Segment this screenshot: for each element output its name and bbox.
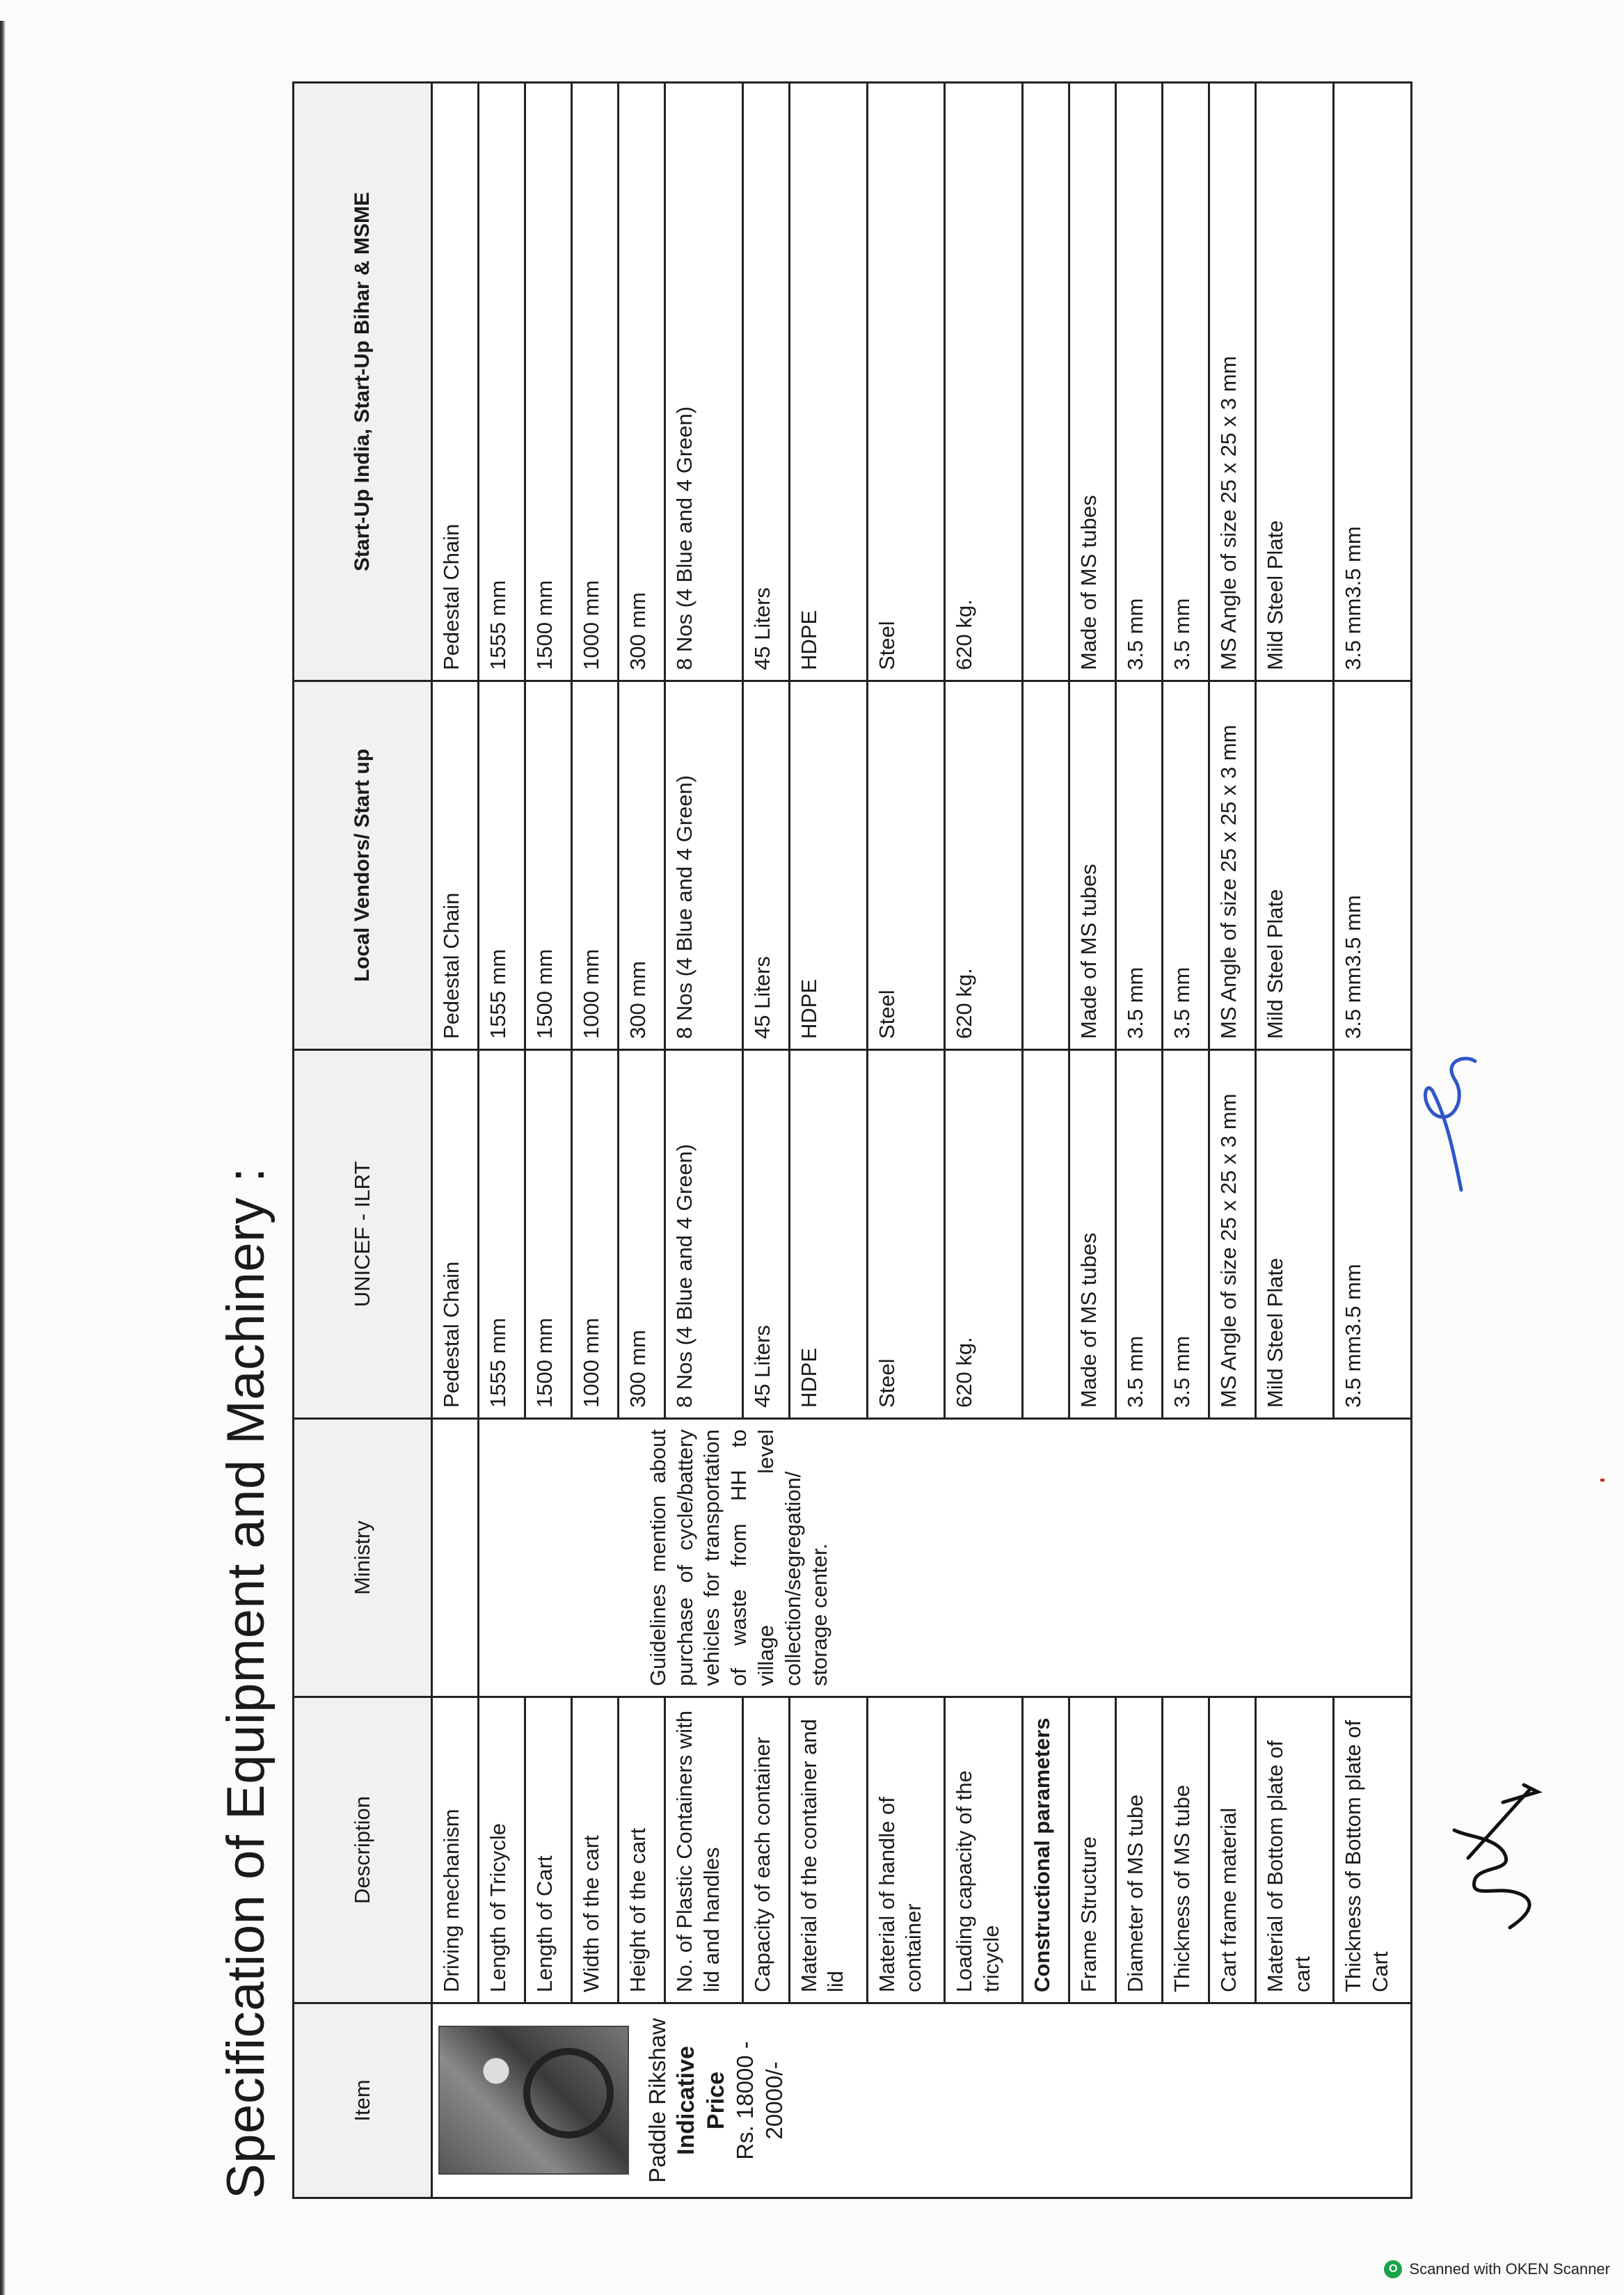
- table-row: [742, 83, 789, 2198]
- description-cell: Constructional parameters: [1023, 1697, 1069, 2003]
- startup-cell: Pedestal Chain: [432, 83, 479, 681]
- description-cell: Thickness of MS tube: [1163, 1697, 1209, 2003]
- local-cell: MS Angle of size 25 x 25 x 3 mm: [1209, 681, 1256, 1050]
- table-row: [1116, 83, 1163, 2198]
- description-cell: Driving mechanism: [432, 1697, 479, 2003]
- ministry-note-text: Guidelines mention about purchase of cycle/battery vehicles for transportation of waste from HH to village level collection/segregation/ storage center.: [645, 1429, 832, 1686]
- description-cell: Material of the container and lid: [789, 1697, 867, 2003]
- table-row: [478, 83, 525, 2198]
- local-cell: 620 kg.: [945, 681, 1023, 1050]
- table-row: [618, 83, 664, 2198]
- local-cell: 8 Nos (4 Blue and 4 Green): [664, 681, 742, 1050]
- description-cell: Length of Cart: [525, 1697, 571, 2003]
- description-cell: Capacity of each container: [742, 1697, 789, 2003]
- table-row: [1209, 83, 1256, 2198]
- unicef-cell: 8 Nos (4 Blue and 4 Green): [664, 1050, 742, 1419]
- ink-mark: [1600, 1479, 1605, 1482]
- local-cell: Mild Steel Plate: [1256, 681, 1334, 1050]
- local-cell: 3.5 mm3.5 mm: [1333, 681, 1411, 1050]
- local-cell: Pedestal Chain: [432, 681, 479, 1050]
- table-row: [432, 83, 479, 2198]
- specification-table: [292, 81, 1412, 2199]
- header-unicef: UNICEF - ILRT: [294, 1050, 432, 1419]
- description-cell: Loading capacity of the tricycle: [945, 1697, 1023, 2003]
- item-name: Paddle Rikshaw: [644, 2018, 670, 2183]
- startup-cell: Made of MS tubes: [1069, 83, 1116, 681]
- local-cell: 45 Liters: [742, 681, 789, 1050]
- description-cell: Cart frame material: [1209, 1697, 1256, 2003]
- unicef-cell: 3.5 mm3.5 mm: [1333, 1050, 1411, 1419]
- table-header-row: [294, 83, 432, 2198]
- item-cell: [432, 2003, 1412, 2198]
- unicef-cell: 45 Liters: [742, 1050, 789, 1419]
- startup-cell: [1023, 83, 1069, 681]
- startup-cell: 45 Liters: [742, 83, 789, 681]
- description-cell: Diameter of MS tube: [1116, 1697, 1163, 2003]
- unicef-cell: 3.5 mm: [1163, 1050, 1209, 1419]
- local-cell: 3.5 mm: [1163, 681, 1209, 1050]
- table-row: [1023, 83, 1069, 2198]
- table-body: [432, 83, 1412, 2198]
- local-cell: 3.5 mm: [1116, 681, 1163, 1050]
- table-row: [1163, 83, 1209, 2198]
- header-item: Item: [294, 2003, 432, 2198]
- signature-black: [1426, 1774, 1545, 1941]
- description-cell: Length of Tricycle: [478, 1697, 525, 2003]
- scanner-watermark: [1384, 2260, 1610, 2278]
- startup-cell: 3.5 mm: [1116, 83, 1163, 681]
- description-cell: No. of Plastic Containers with lid and handles: [664, 1697, 742, 2003]
- startup-cell: 3.5 mm3.5 mm: [1333, 83, 1411, 681]
- unicef-cell: Steel: [867, 1050, 945, 1419]
- unicef-cell: Pedestal Chain: [432, 1050, 479, 1419]
- startup-cell: 1000 mm: [571, 83, 618, 681]
- table-row: [525, 83, 571, 2198]
- scan-edge-shadow: [0, 21, 6, 2295]
- unicef-cell: 3.5 mm: [1116, 1050, 1163, 1419]
- description-cell: Material of handle of container: [867, 1697, 945, 2003]
- local-cell: Steel: [867, 681, 945, 1050]
- table-row: [1333, 83, 1411, 2198]
- scanner-text: Scanned with OKEN Scanner: [1409, 2260, 1610, 2278]
- description-cell: Material of Bottom plate of cart: [1256, 1697, 1334, 2003]
- wheel-shape: [523, 2049, 614, 2139]
- ministry-note: [478, 1419, 1411, 1697]
- table-row: [1256, 83, 1334, 2198]
- unicef-cell: 1555 mm: [478, 1050, 525, 1419]
- ministry-empty-cell: [432, 1419, 479, 1697]
- startup-cell: Steel: [867, 83, 945, 681]
- header-startup-india: Start-Up India, Start-Up Bihar & MSME: [294, 83, 432, 681]
- local-cell: 1555 mm: [478, 681, 525, 1050]
- unicef-cell: 620 kg.: [945, 1050, 1023, 1419]
- local-cell: 300 mm: [618, 681, 664, 1050]
- startup-cell: 300 mm: [618, 83, 664, 681]
- description-cell: Height of the cart: [618, 1697, 664, 2003]
- rickshaw-photo: [438, 2026, 629, 2175]
- local-cell: 1500 mm: [525, 681, 571, 1050]
- description-cell: Width of the cart: [571, 1697, 618, 2003]
- description-cell: Thickness of Bottom plate of Cart: [1333, 1697, 1411, 2003]
- startup-cell: 3.5 mm: [1163, 83, 1209, 681]
- description-cell: Frame Structure: [1069, 1697, 1116, 2003]
- unicef-cell: MS Angle of size 25 x 25 x 3 mm: [1209, 1050, 1256, 1419]
- local-cell: [1023, 681, 1069, 1050]
- startup-cell: Mild Steel Plate: [1256, 83, 1334, 681]
- table-row: [867, 83, 945, 2198]
- startup-cell: 620 kg.: [945, 83, 1023, 681]
- header-ministry: Ministry: [294, 1419, 432, 1697]
- scanner-logo-icon: O: [1384, 2260, 1402, 2278]
- header-local-vendors: Local Vendors/ Start up: [294, 681, 432, 1050]
- unicef-cell: 1000 mm: [571, 1050, 618, 1419]
- table-row: [945, 83, 1023, 2198]
- signature-blue: [1406, 1051, 1489, 1197]
- startup-cell: 1500 mm: [525, 83, 571, 681]
- startup-cell: HDPE: [789, 83, 867, 681]
- rotated-page: [160, 70, 1552, 2227]
- startup-cell: MS Angle of size 25 x 25 x 3 mm: [1209, 83, 1256, 681]
- local-cell: HDPE: [789, 681, 867, 1050]
- startup-cell: 1555 mm: [478, 83, 525, 681]
- startup-cell: 8 Nos (4 Blue and 4 Green): [664, 83, 742, 681]
- page-title: Specification of Equipment and Machinery :: [216, 1167, 276, 2199]
- table-row: [571, 83, 618, 2198]
- table-row: [1069, 83, 1116, 2198]
- item-price-label: Indicative Price: [673, 2046, 729, 2155]
- unicef-cell: 300 mm: [618, 1050, 664, 1419]
- table-row: [789, 83, 867, 2198]
- unicef-cell: Mild Steel Plate: [1256, 1050, 1334, 1419]
- local-cell: 1000 mm: [571, 681, 618, 1050]
- header-description: Description: [294, 1697, 432, 2003]
- local-cell: Made of MS tubes: [1069, 681, 1116, 1050]
- unicef-cell: [1023, 1050, 1069, 1419]
- unicef-cell: HDPE: [789, 1050, 867, 1419]
- unicef-cell: Made of MS tubes: [1069, 1050, 1116, 1419]
- unicef-cell: 1500 mm: [525, 1050, 571, 1419]
- table-row: [664, 83, 742, 2198]
- item-price: Rs. 18000 - 20000/-: [732, 2041, 787, 2160]
